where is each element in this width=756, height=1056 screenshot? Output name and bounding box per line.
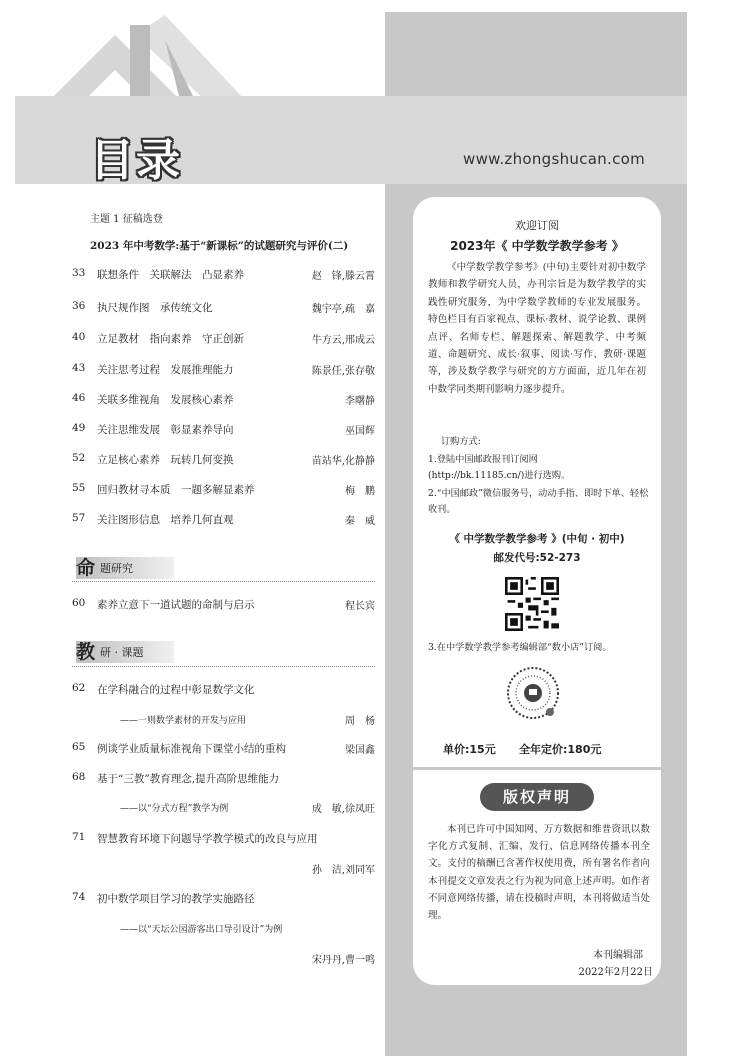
page-number: 62 — [72, 682, 86, 694]
article-title: 回归教材寻本质 一题多解显素养 — [97, 484, 255, 496]
section-rule — [72, 581, 375, 582]
toc-row[interactable] — [72, 392, 375, 408]
roof-decoration-icon — [45, 15, 245, 100]
toc-row[interactable] — [72, 891, 375, 907]
toc-row[interactable] — [72, 512, 375, 528]
article-author: 魏宇亭,疏 嘉 — [311, 304, 375, 315]
toc-row[interactable] — [72, 331, 375, 347]
section-header-mingti — [72, 553, 174, 579]
toc-row[interactable] — [72, 422, 375, 438]
panel-divider — [413, 767, 661, 770]
section-label: 题研究 — [100, 562, 133, 575]
article-author: 牛方云,邢成云 — [311, 335, 375, 346]
order-label: 订购方式: — [441, 436, 481, 447]
subscription-panel — [413, 197, 661, 985]
section-rule — [72, 666, 375, 667]
panel-title: 2023年《 中学数学教学参考 》 — [450, 239, 624, 253]
page-number: 68 — [72, 771, 86, 783]
article-title: 立足教材 指向素养 守正创新 — [97, 333, 244, 345]
page-number: 49 — [72, 422, 86, 434]
page-number: 43 — [72, 362, 86, 374]
page-number: 74 — [72, 891, 86, 903]
welcome-heading: 欢迎订阅 — [515, 219, 559, 232]
section-big-char: 命 — [76, 557, 96, 579]
qr-code-icon[interactable] — [505, 577, 559, 631]
article-title: 关注图形信息 培养几何直观 — [97, 514, 234, 526]
toc-row[interactable] — [72, 682, 375, 698]
article-author: 梁国鑫 — [345, 745, 375, 756]
section-big-char: 教 — [76, 641, 96, 663]
article-author: 孙 洁,刘同军 — [311, 865, 375, 876]
postal-code: 邮发代号:52-273 — [493, 552, 581, 564]
article-subtitle: ——以“天坛公园游客出口导引设计”为例 — [120, 925, 283, 935]
page-number: 55 — [72, 482, 86, 494]
theme-title: 2023 年中考数学:基于“新课标”的试题研究与评价(二) — [90, 240, 349, 252]
toc-row[interactable] — [72, 300, 375, 316]
journal-name: 《 中学数学教学参考 》(中旬 · 初中) — [449, 533, 625, 545]
toc-row[interactable] — [72, 482, 375, 498]
article-title: 执尺规作图 承传统文化 — [97, 302, 213, 314]
journal-intro: 《中学数学教学参考》(中旬)主要针对初中数学教师和教学研究人员，办刊宗旨是为数学教学的实践性研究服务，为中学数学教师的专业发展服务。特色栏目有百家视点、课标·教材、说学论教、课例点评、名师专栏、解题探索、解题教学、中考频道、命题研究、成长·叙事、阅读·写作、教研·课题等，涉及数学教学与研究的方方面面，近几年在初中数学同类期刊影响力逐步提升。 — [428, 262, 646, 395]
article-author: 陈景任,张存敬 — [311, 366, 375, 377]
shop-stamp-icon — [505, 665, 561, 721]
page-number: 65 — [72, 741, 86, 753]
article-author: 赵 锋,滕云霄 — [311, 271, 375, 282]
copyright-heading: 版权声明 — [480, 783, 594, 811]
page-number: 57 — [72, 512, 86, 524]
article-subtitle: ——以“分式方程”教学为例 — [120, 804, 229, 814]
article-author: 宋丹丹,曹一鸣 — [311, 955, 375, 966]
article-title: 智慧教育环境下问题导学教学模式的改良与应用 — [97, 833, 318, 845]
page-number: 71 — [72, 831, 86, 843]
toc-row[interactable] — [72, 597, 375, 613]
unit-price: 单价:15元 — [443, 743, 496, 756]
toc-row[interactable] — [72, 741, 375, 757]
article-author: 苗站华,化静静 — [311, 456, 375, 467]
article-title: 初中数学项目学习的教学实施路径 — [97, 893, 255, 905]
order-method-2: 2.“中国邮政”微信服务号，动动手指、即时下单、轻松收刊。 — [428, 488, 649, 515]
toc-row[interactable] — [72, 831, 375, 847]
page-number: 33 — [72, 267, 86, 279]
page-title: 目录 — [90, 135, 182, 186]
article-author: 成 敏,徐凤旺 — [311, 804, 375, 815]
article-author: 巫国辉 — [345, 426, 375, 437]
toc-row[interactable] — [72, 267, 375, 283]
statement-date: 2022年2月22日 — [578, 967, 653, 978]
article-author: 梅 鹏 — [345, 486, 375, 497]
order-method-3: 3.在中学数学教学参考编辑部“数小店”订阅。 — [428, 642, 612, 653]
article-title: 例谈学业质量标准视角下课堂小结的重构 — [97, 743, 286, 755]
article-title: 关联多维视角 发展核心素养 — [97, 394, 234, 406]
article-subtitle: ——一则数学素材的开发与应用 — [120, 716, 247, 726]
article-title: 关注思维发展 彰显素养导向 — [97, 424, 234, 436]
annual-price: 全年定价:180元 — [519, 743, 602, 756]
toc-row[interactable] — [72, 452, 375, 468]
page-number: 60 — [72, 597, 86, 609]
toc-row[interactable] — [72, 771, 375, 787]
article-author: 李曙静 — [345, 396, 375, 407]
article-author: 周 杨 — [345, 716, 375, 727]
article-title: 关注思考过程 发展推理能力 — [97, 364, 234, 376]
website-url[interactable]: www.zhongshucan.com — [463, 150, 646, 168]
article-title: 素养立意下一道试题的命制与启示 — [97, 599, 255, 611]
section-header-jiaoyan — [72, 637, 174, 663]
copyright-text: 本刊已许可中国知网、万方数据和维普资讯以数字化方式复制、汇编、发行、信息网络传播本刊全文。支付的稿酬已含著作权使用费，所有署名作者向本刊提交文章发表之行为视为同意上述声明。如作者不同意网络传播，请在投稿时声明，本刊将做适当处理。 — [428, 824, 650, 922]
article-title: 基于“三教”教育理念,提升高阶思维能力 — [97, 773, 280, 785]
order-method-1: 1.登陆中国邮政报刊订阅网 — [428, 454, 538, 465]
toc-row[interactable] — [72, 362, 375, 378]
page-number: 46 — [72, 392, 86, 404]
article-author: 秦 威 — [345, 516, 375, 527]
page-number: 36 — [72, 300, 86, 312]
order-url[interactable]: (http://bk.11185.cn/)进行选购。 — [428, 470, 571, 481]
editorial-office: 本刊编辑部 — [593, 950, 643, 961]
article-author: 程长宾 — [345, 601, 375, 612]
page-number: 40 — [72, 331, 86, 343]
section-label: 研 · 课题 — [100, 646, 144, 659]
article-title: 联想条件 关联解法 凸显素养 — [97, 269, 244, 281]
article-title: 立足核心素养 玩转几何变换 — [97, 454, 234, 466]
article-title: 在学科融合的过程中彰显数学文化 — [97, 684, 255, 696]
theme-label: 主题 1 征稿选登 — [90, 214, 163, 225]
page-number: 52 — [72, 452, 86, 464]
